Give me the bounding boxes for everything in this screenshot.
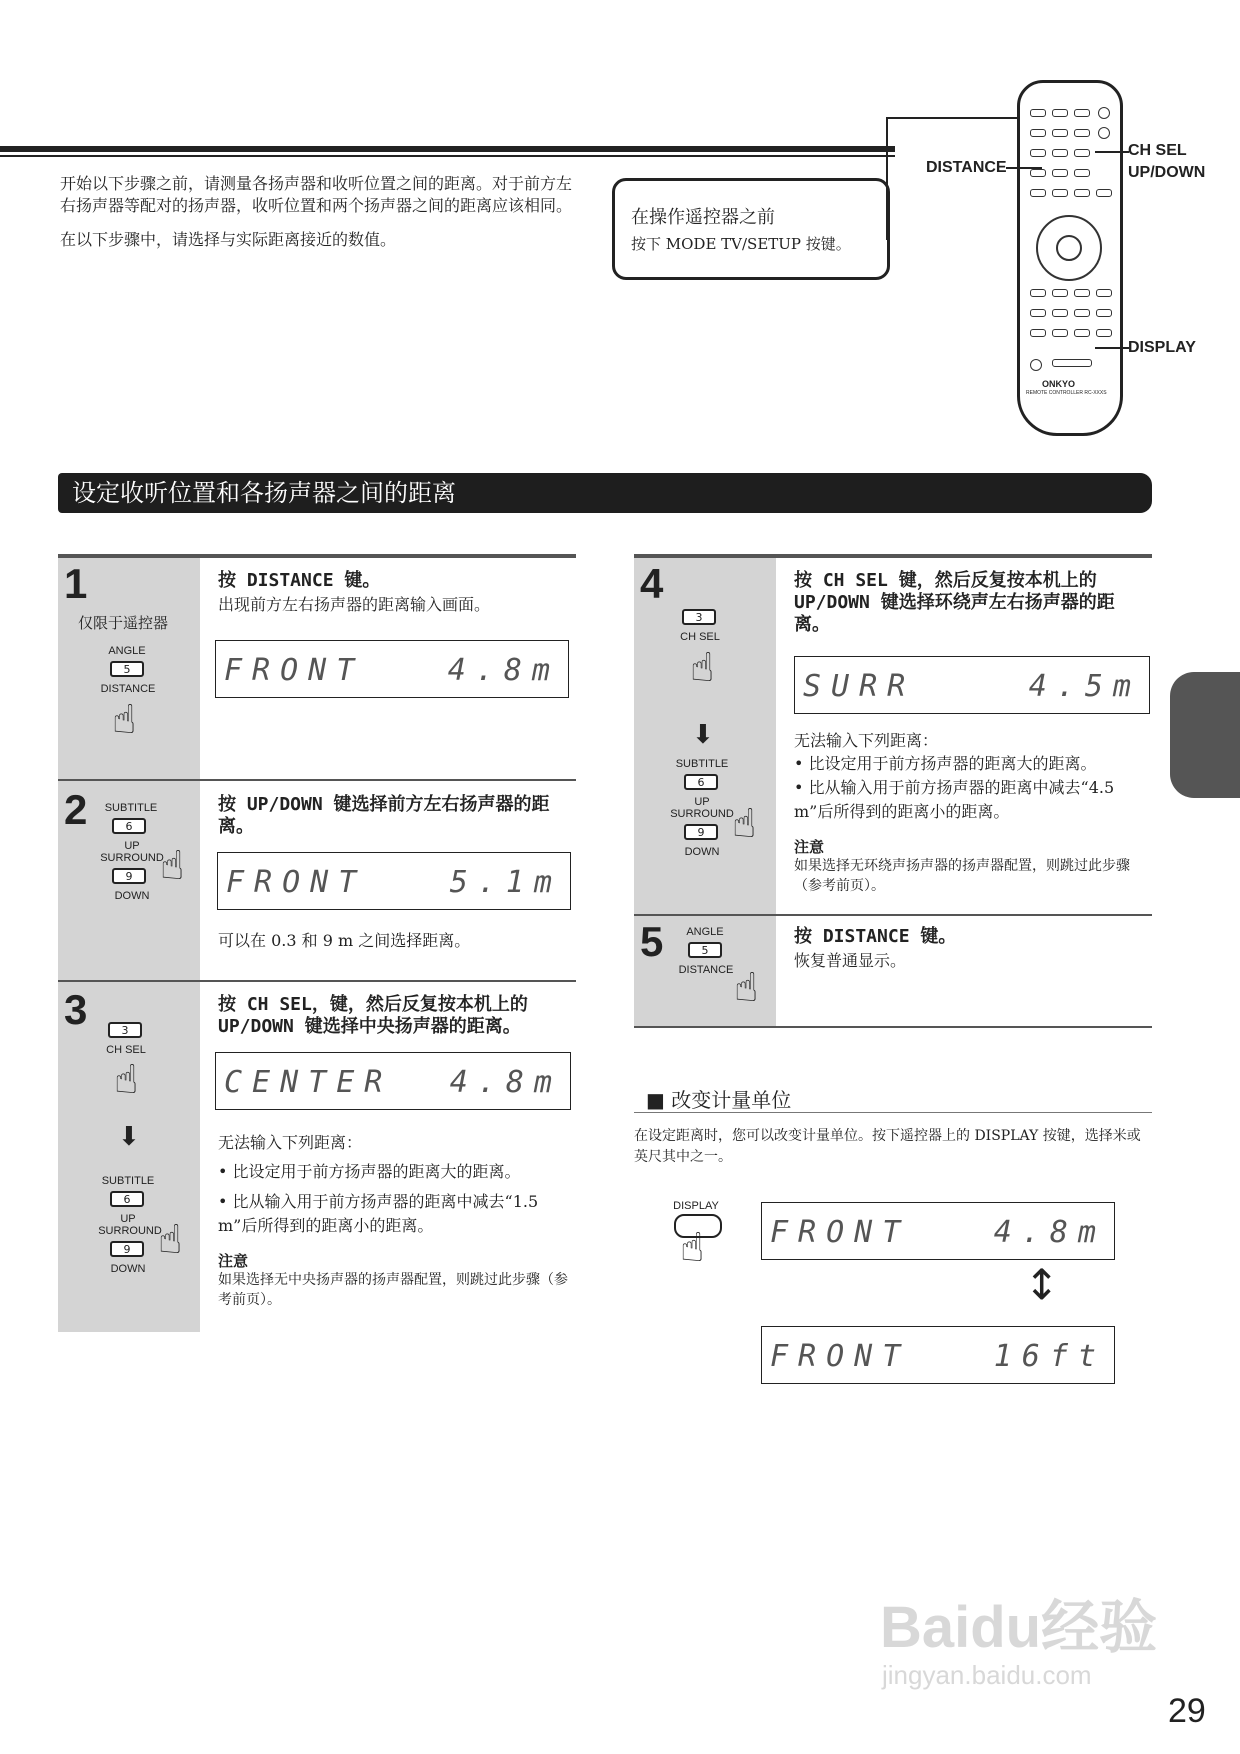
remote-button <box>1098 107 1110 119</box>
remote-button <box>1074 129 1090 137</box>
step-3-key-mid2-label: SURROUND <box>98 1225 162 1237</box>
lcd-text-left: FRONT <box>226 865 367 900</box>
remote-button <box>1052 359 1092 367</box>
remote-button <box>1030 359 1042 371</box>
ch-sel-key[interactable]: 3 <box>682 609 716 625</box>
step-3-number: 3 <box>64 986 88 1033</box>
note-box-body: 按下 MODE TV/SETUP 按键。 <box>631 235 851 253</box>
step-2-key-mid-label: UP <box>124 840 140 852</box>
remote-button <box>1074 149 1090 157</box>
remote-brand: ONKYO <box>1042 379 1076 389</box>
distance-leader-line <box>1006 158 1046 178</box>
unit-lcd-feet <box>761 1326 1115 1384</box>
step-4-bullet-1: • 比设定用于前方扬声器的距离大的距离。 <box>794 754 1097 773</box>
step-3-note-body: 如果选择无中央扬声器的扬声器配置，则跳过此步骤（参考前页）。 <box>218 1272 568 1308</box>
step-3-bullet-1: • 比设定用于前方扬声器的距离大的距离。 <box>218 1162 521 1181</box>
remote-button <box>1052 289 1068 297</box>
step-5-heading: 按 DISTANCE 键。 <box>794 926 957 947</box>
remote-button <box>1074 169 1090 177</box>
step-2-lcd <box>217 852 571 910</box>
pointing-hand-icon: ☝ <box>732 801 757 847</box>
remote-button <box>1052 329 1068 337</box>
remote-button <box>1096 289 1112 297</box>
remote-distance-label: DISTANCE <box>926 159 1007 176</box>
step-2-key-bottom-label: DOWN <box>114 890 150 902</box>
up-key[interactable]: 6 <box>110 1191 144 1207</box>
step-5-rule <box>634 914 1152 916</box>
pointing-hand-icon: ☝ <box>690 645 715 691</box>
up-key[interactable]: 6 <box>684 774 718 790</box>
pointing-hand-icon: ☝ <box>680 1225 705 1271</box>
remote-display-label: DISPLAY <box>1128 339 1196 356</box>
bullet-text: 比从输入用于前方扬声器的距离中减去“1.5 m”后所得到的距离小的距离。 <box>218 1192 539 1235</box>
arrow-down-icon: ⬇ <box>692 720 714 750</box>
step-1-number: 1 <box>64 560 88 607</box>
intro-paragraph-1: 开始以下步骤之前，请测量各扬声器和收听位置之间的距离。对于前方左右扬声器等配对的扬声器，收听位置和两个扬声器之间的距离应该相同。 <box>60 174 573 215</box>
step-2-heading: 按 UP/DOWN 键选择前方左右扬声器的距离。 <box>218 794 550 837</box>
step-2-key-mid2-label: SURROUND <box>100 852 164 864</box>
lcd-text-right: 16ft <box>993 1339 1106 1374</box>
connector-lines <box>884 110 1024 250</box>
step-3-key-top2-label: SUBTITLE <box>101 1175 155 1187</box>
remote-button <box>1096 189 1112 197</box>
unit-rule <box>634 1112 1152 1113</box>
baidu-watermark: Baidu经验 <box>880 1595 1158 1660</box>
step-1-heading: 按 DISTANCE 键。 <box>218 570 381 591</box>
pointing-hand-icon: ☝ <box>158 1217 183 1263</box>
remote-button <box>1074 329 1090 337</box>
remote-button <box>1096 329 1112 337</box>
lcd-text-left: FRONT <box>770 1215 911 1250</box>
step-4-note-title: 注意 <box>794 838 825 856</box>
step-4-heading: 按 CH SEL 键，然后反复按本机上的 UP/DOWN 键选择环绕声左右扬声器的距离。 <box>794 570 1115 635</box>
remote-note-box <box>612 178 890 280</box>
remote-button <box>1098 127 1110 139</box>
ch-sel-key[interactable]: 3 <box>108 1022 142 1038</box>
intro-paragraph-2: 在以下步骤中，请选择与实际距离接近的数值。 <box>60 230 397 249</box>
step-2-key-top-label: SUBTITLE <box>104 802 158 814</box>
section-title-bar: 设定收听位置和各扬声器之间的距离 <box>58 473 1152 513</box>
remote-button <box>1030 149 1046 157</box>
step-5-bottom-rule <box>634 1026 1152 1028</box>
remote-updown-label: UP/DOWN <box>1128 164 1206 181</box>
remote-button <box>1052 169 1068 177</box>
step-2-number: 2 <box>64 786 88 833</box>
bullet-text: 比从输入用于前方扬声器的距离中减去“4.5 m”后所得到的距离小的距离。 <box>794 778 1115 821</box>
remote-chsel-label: CH SEL <box>1128 142 1187 159</box>
lcd-text-right: 4.8m <box>449 1065 562 1100</box>
remote-button <box>1030 189 1046 197</box>
step-4-note-body: 如果选择无环绕声扬声器的扬声器配置，则跳过此步骤（参考前页）。 <box>794 858 1130 894</box>
step-1-key-bottom-label: DISTANCE <box>100 683 156 695</box>
remote-button <box>1052 129 1068 137</box>
step-4-key-mid-label: UP <box>694 796 710 808</box>
remote-button <box>1052 189 1068 197</box>
step-4-key-top2-label: SUBTITLE <box>675 758 729 770</box>
step-5-subtext: 恢复普通显示。 <box>794 951 907 970</box>
remote-button <box>1030 309 1046 317</box>
page-number: 29 <box>1168 1692 1206 1730</box>
pointing-hand-icon: ☝ <box>112 697 137 743</box>
top-rule <box>0 146 895 152</box>
remote-button <box>1074 289 1090 297</box>
step-3-heading: 按 CH SEL，键，然后反复按本机上的 UP/DOWN 键选择中央扬声器的距离。 <box>218 994 528 1037</box>
arrow-down-icon: ⬇ <box>118 1122 140 1152</box>
remote-control <box>1017 80 1123 436</box>
down-key[interactable]: 9 <box>110 1241 144 1257</box>
note-box-title: 在操作遥控器之前 <box>631 207 775 228</box>
down-key[interactable]: 9 <box>112 868 146 884</box>
remote-button <box>1074 109 1090 117</box>
step-2-note: 可以在 0.3 和 9 m 之间选择距离。 <box>218 931 471 950</box>
distance-key[interactable]: 5 <box>110 661 144 677</box>
step-5-key-bottom-label: DISTANCE <box>678 964 734 976</box>
remote-button <box>1096 309 1112 317</box>
step-5-number: 5 <box>640 918 664 965</box>
down-key[interactable]: 9 <box>684 824 718 840</box>
pointing-hand-icon: ☝ <box>160 843 185 889</box>
display-leader-line <box>1095 338 1131 358</box>
step-1-lcd <box>215 640 569 698</box>
step-3-rule <box>58 980 576 982</box>
remote-enter-button <box>1056 235 1082 261</box>
step-1-remote-only: 仅限于遥控器 <box>78 614 169 632</box>
step-4-number: 4 <box>640 560 664 607</box>
step-5-key-top-label: ANGLE <box>686 926 724 938</box>
step-3-note-title: 注意 <box>218 1252 249 1270</box>
step-3-cannot: 无法输入下列距离： <box>218 1133 363 1152</box>
up-key[interactable]: 6 <box>112 818 146 834</box>
chsel-leader-line <box>1095 140 1131 170</box>
lcd-text-right: 4.8m <box>993 1215 1106 1250</box>
step-3-key-bottom2-label: DOWN <box>110 1263 146 1275</box>
step-4-cannot: 无法输入下列距离： <box>794 731 939 750</box>
remote-button <box>1030 109 1046 117</box>
step-1-key-top-label: ANGLE <box>108 645 146 657</box>
step-3-key-label: CH SEL <box>106 1044 146 1056</box>
bullet-text: 比设定用于前方扬声器的距离大的距离。 <box>232 1162 521 1181</box>
lcd-text-right: 4.8m <box>447 653 560 688</box>
step-4-lcd <box>794 656 1150 714</box>
intro-text <box>60 173 580 263</box>
toggle-arrow-icon: ↕ <box>1024 1260 1060 1309</box>
pointing-hand-icon: ☝ <box>734 965 759 1011</box>
unit-body: 在设定距离时，您可以改变计量单位。按下遥控器上的 DISPLAY 按键，选择米或英尺其中之一。 <box>634 1128 1141 1165</box>
step-4-key-mid2-label: SURROUND <box>670 808 734 820</box>
top-rule-thin <box>0 155 895 157</box>
distance-key[interactable]: 5 <box>688 942 722 958</box>
lcd-text-right: 5.1m <box>449 865 562 900</box>
lcd-text-left: SURR <box>803 669 916 704</box>
remote-button <box>1052 149 1068 157</box>
lcd-text-left: FRONT <box>224 653 365 688</box>
unit-lcd-meters <box>761 1202 1115 1260</box>
step-4-key-label: CH SEL <box>680 631 720 643</box>
step-4-bullet-2: • 比从输入用于前方扬声器的距离中减去“4.5 m”后所得到的距离小的距离。 <box>794 778 1115 821</box>
baidu-watermark-url: jingyan.baidu.com <box>882 1660 1092 1690</box>
display-key-label: DISPLAY <box>673 1200 719 1212</box>
remote-button <box>1074 189 1090 197</box>
step-4-key-bottom2-label: DOWN <box>684 846 720 858</box>
unit-section-title: ■ 改变计量单位 <box>646 1088 792 1112</box>
step-3-lcd <box>215 1052 571 1110</box>
remote-button <box>1030 129 1046 137</box>
remote-button <box>1030 289 1046 297</box>
bullet-text: 比设定用于前方扬声器的距离大的距离。 <box>808 754 1097 773</box>
lcd-text-left: CENTER <box>224 1065 393 1100</box>
lcd-text-right: 4.5m <box>1028 669 1141 704</box>
remote-button <box>1052 309 1068 317</box>
lcd-text-left: FRONT <box>770 1339 911 1374</box>
step-1-subtext: 出现前方左右扬声器的距离输入画面。 <box>218 595 491 614</box>
step-3-bullet-2: • 比从输入用于前方扬声器的距离中减去“1.5 m”后所得到的距离小的距离。 <box>218 1192 539 1235</box>
step-3-key-mid-label: UP <box>120 1213 136 1225</box>
remote-button <box>1074 309 1090 317</box>
pointing-hand-icon: ☝ <box>114 1057 139 1103</box>
remote-model: REMOTE CONTROLLER RC-XXXS <box>1026 390 1107 396</box>
remote-button <box>1030 329 1046 337</box>
remote-button <box>1052 109 1068 117</box>
chapter-tab <box>1170 672 1240 798</box>
step-2-rule <box>58 779 576 781</box>
